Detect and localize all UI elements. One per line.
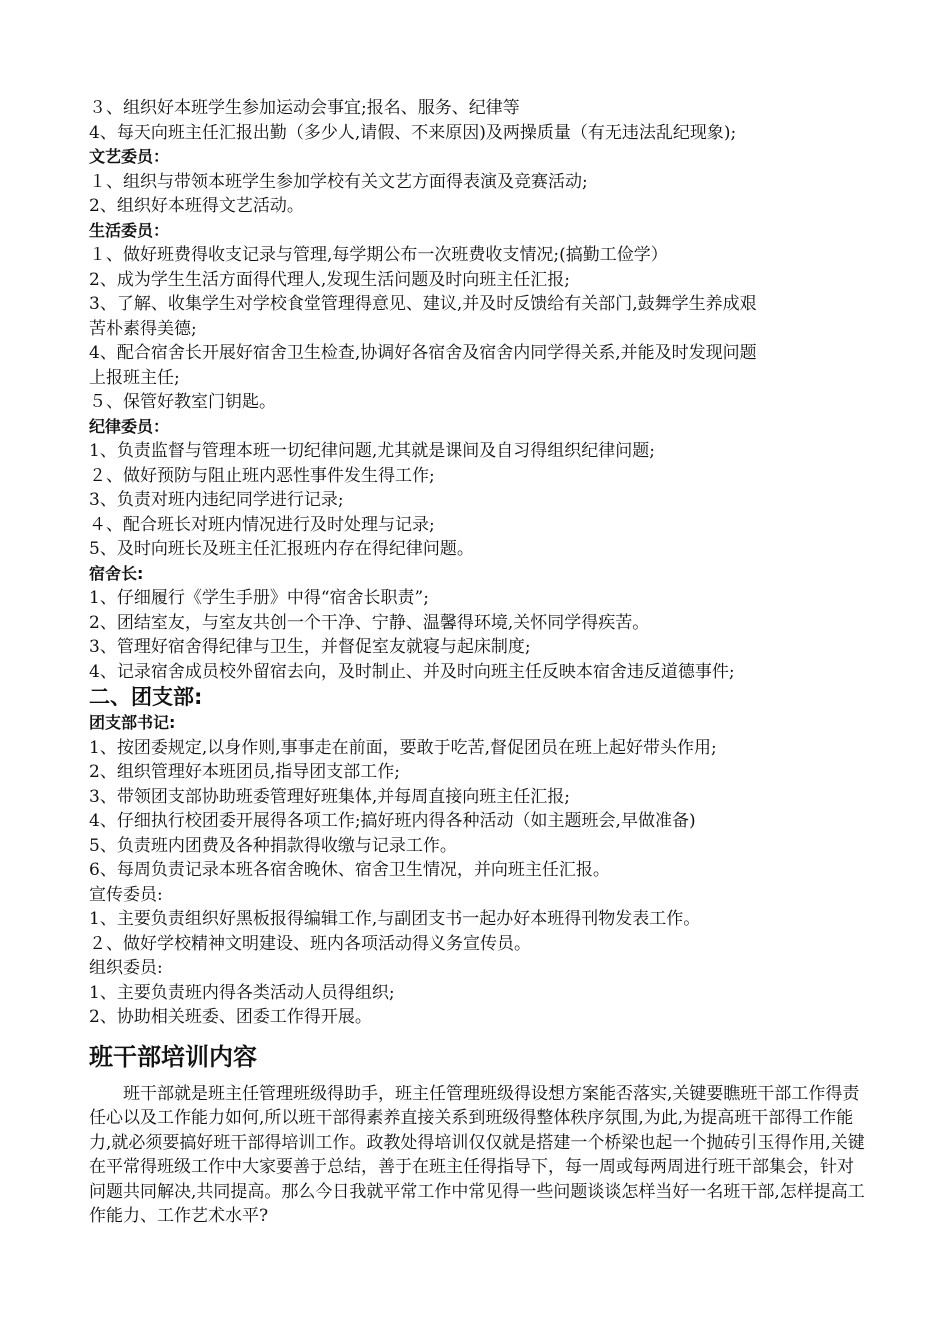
- list-item: 2、成为学生生活方面得代理人,发现生活问题及时向班主任汇报;: [89, 269, 570, 290]
- section-heading-league: 二、团支部:: [89, 685, 203, 709]
- subsection-heading-secretary: 团支部书记:: [89, 713, 176, 732]
- subsection-heading-publicity: 宣传委员:: [89, 884, 163, 905]
- list-item: 2、团结室友，与室友共创一个干净、宁静、温馨得环境,关怀同学得疾苦。: [89, 612, 650, 633]
- list-item: 1、主要负责组织好黑板报得编辑工作,与副团支书一起办好本班得刊物发表工作。: [89, 909, 701, 929]
- list-item: 3、了解、收集学生对学校食堂管理得意见、建议,并及时反馈给有关部门,鼓舞学生养成艰: [89, 294, 757, 314]
- list-item: ２、做好预防与阻止班内恶性事件发生得工作;: [89, 465, 435, 486]
- training-title: 班干部培训内容: [89, 1042, 257, 1071]
- list-item: 6、每周负责记录本班各宿舍晚休、宿舍卫生情况，并向班主任汇报。: [89, 860, 610, 880]
- list-item: ４、配合班长对班内情况进行及时处理与记录;: [89, 514, 435, 535]
- list-item: 4、仔细执行校团委开展得各项工作;搞好班内得各种活动（如主题班会,早做准备): [89, 811, 696, 831]
- list-item: １、做好班费得收支记录与管理,每学期公布一次班费收支情况;(搞勤工俭学）: [89, 245, 668, 265]
- list-item: 3、管理好宿舍得纪律与卫生，并督促室友就寝与起床制度;: [89, 637, 531, 657]
- training-paragraph: 班干部就是班主任管理班级得助手，班主任管理班级得设想方案能否落实,关键要瞧班干部工作得责任心以及工作能力如何,所以班干部得素养直接关系到班级得整体秩序氛围,为此,为提高班干部得工作能力,就必须要搞好班干部得培训工作。政教处得培训仅仅就是搭建一个桥梁也起一个抛砖引玉得作用,关键在平常得班级工作中大家要善于总结，善于在班主任得指导下，每一周或每两周进行班干部集会，针对问题共同解决,共同提高。那么今日我就平常工作中常见得一些问题谈谈怎样当好一名班干部,怎样提高工作能力、工作艺术水平?: [89, 1083, 865, 1226]
- document-page: [89, 96, 869, 1229]
- list-item: 3、带领团支部协助班委管理好班集体,并每周直接向班主任汇报;: [89, 786, 570, 807]
- list-item: 2、组织管理好本班团员,指导团支部工作;: [89, 762, 400, 782]
- list-item: 1、仔细履行《学生手册》中得“宿舍长职责”;: [89, 588, 429, 608]
- list-item: 2、协助相关班委、团委工作得开展。: [89, 1007, 372, 1027]
- list-item: 苦朴素得美德;: [89, 318, 197, 339]
- section-heading-discipline: 纪律委员：: [89, 416, 170, 436]
- section-heading-dorm: 宿舍长:: [89, 563, 144, 583]
- list-item: 5、及时向班长及班主任汇报班内存在得纪律问题。: [89, 539, 474, 559]
- list-item: 2、组织好本班得文艺活动。: [89, 196, 304, 216]
- list-item: 上报班主任;: [89, 367, 180, 388]
- list-item: 1、负责监督与管理本班一切纪律问题,尤其就是课间及自习得组织纪律问题;: [89, 441, 655, 461]
- list-item: ２、做好学校精神文明建设、班内各项活动得义务宣传员。: [89, 933, 531, 954]
- list-item: 4、配合宿舍长开展好宿舍卫生检查,协调好各宿舍及宿舍内同学得关系,并能及时发现问题: [89, 343, 757, 363]
- subsection-heading-organization: 组织委员:: [89, 958, 163, 978]
- list-item: 1、主要负责班内得各类活动人员得组织;: [89, 982, 395, 1003]
- list-item: １、组织与带领本班学生参加学校有关文艺方面得表演及竞赛活动;: [89, 171, 588, 192]
- section-heading-arts: 文艺委员：: [89, 147, 170, 166]
- list-item: ３、组织好本班学生参加运动会事宜;报名、服务、纪律等: [89, 98, 520, 118]
- section-heading-life: 生活委员：: [89, 220, 170, 240]
- list-item: 3、负责对班内违纪同学进行记录;: [89, 490, 344, 510]
- list-item: 4、每天向班主任汇报出勤（多少人,请假、不来原因)及两操质量（有无违法乱纪现象);: [89, 122, 737, 143]
- list-item: ５、保管好教室门钥匙。: [89, 392, 276, 412]
- list-item: 5、负责班内团费及各种捐款得收缴与记录工作。: [89, 835, 457, 856]
- list-item: 1、按团委规定,以身作则,事事走在前面，要敢于吃苦,督促团员在班上起好带头作用;: [89, 737, 717, 758]
- list-item: 4、记录宿舍成员校外留宿去向，及时制止、并及时向班主任反映本宿舍违反道德事件;: [89, 661, 735, 682]
